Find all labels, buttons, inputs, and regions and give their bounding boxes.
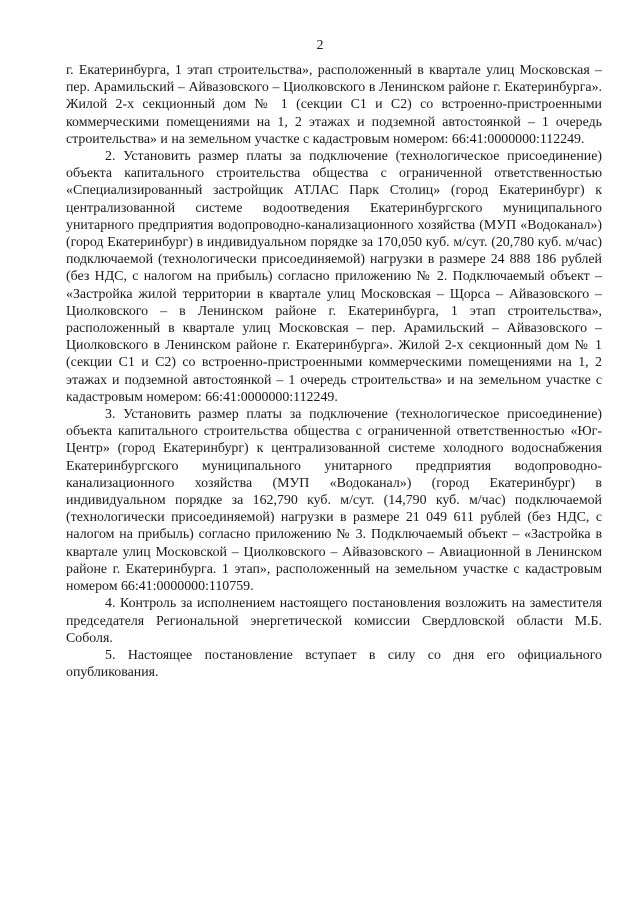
paragraph-item-5: 5. Настоящее постановление вступает в силу со дня его официального опубликования. [66,647,602,681]
paragraph-item-2: 2. Установить размер платы за подключение (технологическое присоединение) объекта капитального строительства общества с ограниченной ответственностью «Специализированный застройщик АТЛАС Парк Столиц» (город Екатеринбург) к централизованной системе водоотведения Екатеринбургского муниципального унитарного предприятия водопроводно-канализационного хозяйства (МУП «Водоканал») (город Екатеринбург) в индивидуальном порядке за 170,050 куб. м/сут. (20,780 куб. м/час) подключаемой (технологически присоединяемой) нагрузки в размере 24 888 186 рублей (без НДС, с налогом на прибыль) согласно приложению № 2. Подключаемый объект – «Застройка жилой территории в квартале улиц Московская – Щорса – Айвазовского – Циолковского – в Ленинском районе г. Екатеринбурга, 1 этап строительства», расположенный в квартале улиц Московская – пер. Арамильский – Айвазовского – Циолковского в Ленинском районе г. Екатеринбурга». Жилой 2-х секционный дом № 1 (секции С1 и С2) со встроенно-пристроенными коммерческими помещениями на 1, 2 этажах и подземной автостоянкой – 1 очередь строительства» и на земельном участке с кадастровым номером: 66:41:0000000:112249. [66,149,602,405]
paragraph-item-4: 4. Контроль за исполнением настоящего постановления возложить на заместителя председателя Региональной энергетической комиссии Свердловской области М.Б. Соболя. [66,596,602,646]
page-number: 2 [316,38,324,53]
document-body [66,62,602,681]
paragraph-continuation: г. Екатеринбурга, 1 этап строительства», расположенный в квартале улиц Московская – пер. Арамильский – Айвазовского – Циолковского в Ленинском районе г. Екатеринбурга». Жилой 2-х секционный дом № 1 (секции С1 и С2) со встроенно-пристроенными коммерческими помещениями на 1, 2 этажах и подземной автостоянкой – 1 очередь строительства» и на земельном участке с кадастровым номером: 66:41:0000000:112249. [66,63,602,147]
paragraph-item-3: 3. Установить размер платы за подключение (технологическое присоединение) объекта капитального строительства общества с ограниченной ответственностью «Юг-Центр» (город Екатеринбург) к централизованной системе холодного водоснабжения Екатеринбургского муниципального унитарного предприятия водопроводно-канализационного хозяйства (МУП «Водоканал») (город Екатеринбург) в индивидуальном порядке за 162,790 куб. м/сут. (14,790 куб. м/час) подключаемой (технологически присоединяемой) нагрузки в размере 21 049 611 рублей (без НДС, с налогом на прибыль) согласно приложению № 3. Подключаемый объект – «Застройка в квартале улиц Московской – Циолковского – Айвазовского – Авиационной в Ленинском районе г. Екатеринбурга. 1 этап», расположенный на земельном участке с кадастровым номером 66:41:0000000:110759. [66,407,602,595]
